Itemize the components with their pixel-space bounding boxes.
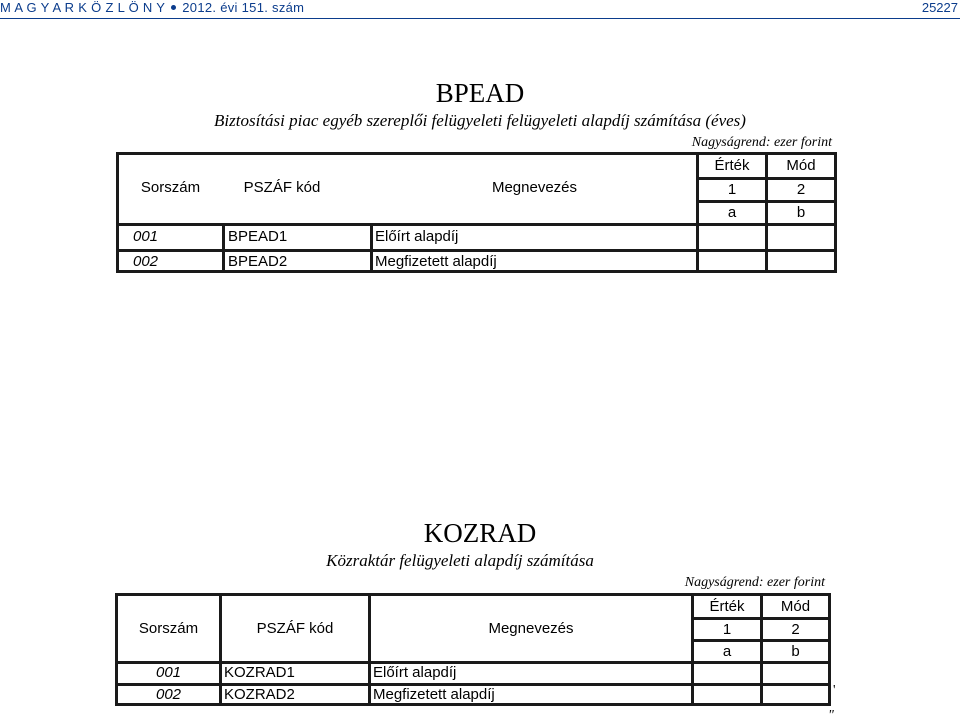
stray-mark: ' xyxy=(833,683,836,698)
table-divider xyxy=(222,223,225,270)
col-header-sorszam: Sorszám xyxy=(138,620,199,637)
row-megnevezes: Megfizetett alapdíj xyxy=(375,253,497,270)
journal-name: M A G Y A R K Ö Z L Ö N Y xyxy=(0,0,166,15)
col-header-mod: Mód xyxy=(786,157,816,174)
col-number-ertek: 1 xyxy=(727,181,737,198)
table-subtitle: Közraktár felügyeleti alapdíj számítása xyxy=(326,551,594,570)
table-title: KOZRAD xyxy=(423,518,537,548)
col-letter-mod: b xyxy=(791,643,800,660)
table-title: BPEAD xyxy=(435,78,525,108)
kozrad-table xyxy=(115,593,831,706)
table-divider xyxy=(370,223,373,270)
table-divider xyxy=(119,249,834,252)
col-number-mod: 2 xyxy=(791,621,800,638)
issue-label: 2012. évi 151. szám xyxy=(182,0,305,15)
table-divider xyxy=(119,223,834,226)
col-header-megnevezes: Megnevezés xyxy=(488,620,574,637)
running-header xyxy=(0,0,304,15)
row-sorszam: 002 xyxy=(132,253,159,270)
unit-label: Nagyságrend: ezer forint xyxy=(684,575,825,590)
table-divider xyxy=(219,596,222,703)
col-header-kod: PSZÁF kód xyxy=(256,620,334,637)
page-number: 25227 xyxy=(921,0,958,15)
row-megnevezes: Megfizetett alapdíj xyxy=(373,686,495,703)
row-kod: BPEAD2 xyxy=(228,253,288,270)
col-header-megnevezes: Megnevezés xyxy=(491,179,578,196)
col-number-mod: 2 xyxy=(796,181,806,198)
row-megnevezes: Előírt alapdíj xyxy=(373,664,457,681)
col-number-ertek: 1 xyxy=(722,621,732,638)
row-sorszam: 001 xyxy=(132,228,159,245)
stray-mark: " xyxy=(828,708,834,723)
col-letter-mod: b xyxy=(796,204,806,221)
col-letter-ertek: a xyxy=(727,204,737,221)
bullet-icon xyxy=(171,5,176,10)
col-header-ertek: Érték xyxy=(714,157,750,174)
bpead-table xyxy=(116,152,837,273)
row-kod: KOZRAD2 xyxy=(224,686,295,703)
col-header-sorszam: Sorszám xyxy=(140,179,201,196)
header-rule xyxy=(0,18,960,19)
col-header-kod: PSZÁF kód xyxy=(243,179,321,196)
row-sorszam: 002 xyxy=(155,686,182,703)
col-header-mod: Mód xyxy=(780,598,811,615)
row-kod: BPEAD1 xyxy=(228,228,288,245)
row-kod: KOZRAD1 xyxy=(224,664,295,681)
row-sorszam: 001 xyxy=(155,664,182,681)
unit-label: Nagyságrend: ezer forint xyxy=(691,135,832,150)
table-divider xyxy=(368,596,371,703)
table-subtitle: Biztosítási piac egyéb szereplői felügyeleti felügyeleti alapdíj számítása (éves) xyxy=(214,111,746,130)
col-header-ertek: Érték xyxy=(709,598,745,615)
row-megnevezes: Előírt alapdíj xyxy=(375,228,459,245)
col-letter-ertek: a xyxy=(722,643,732,660)
